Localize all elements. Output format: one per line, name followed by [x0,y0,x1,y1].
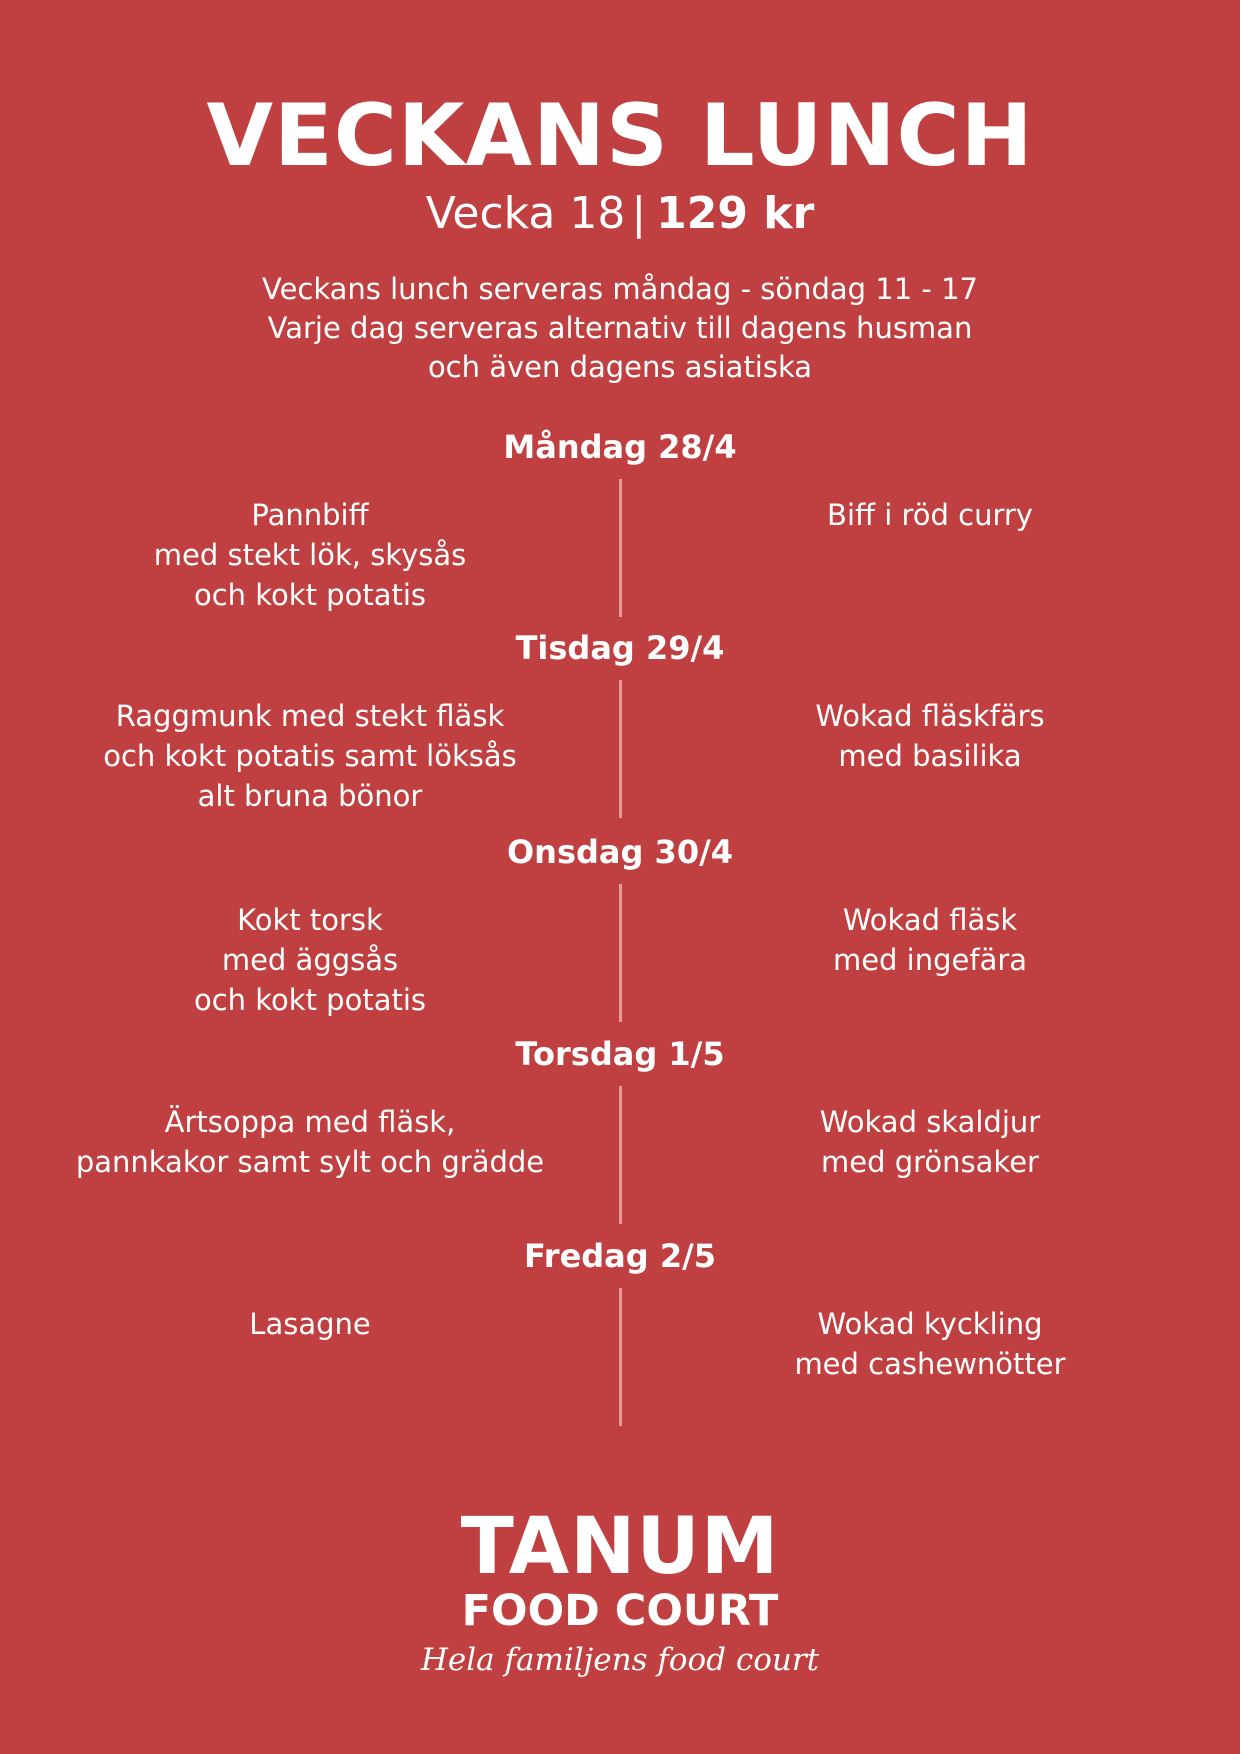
day-title: Onsdag 30/4 [506,833,734,871]
asian-dish: Wokad fläskfärs med basilika [815,699,1045,773]
column-divider [619,884,622,1022]
intro-text [0,270,1240,387]
week-price-line [0,184,1240,244]
logo-tagline: Hela familjens food court [420,1642,820,1678]
day-title: Torsdag 1/5 [515,1035,725,1073]
column-divider [619,1288,622,1426]
page-title: VECKANS LUNCH [206,86,1034,186]
intro-line: Veckans lunch serveras måndag - söndag 11 - 17 [261,272,979,306]
column-divider [619,680,622,818]
logo-name: TANUM [460,1502,780,1592]
asian-dish: Biff i röd curry [827,498,1033,532]
menu-header [0,88,1240,244]
asian-dish: Wokad fläsk med ingefära [832,903,1028,977]
tanum-food-court-logo [0,1502,1240,1682]
intro-line: och även dagens asiatiska [427,350,813,384]
husman-dish: Raggmunk med stekt fläsk och kokt potatis samt löksås alt bruna bönor [103,699,517,813]
asian-dish: Wokad kyckling med cashewnötter [794,1307,1066,1381]
day-title: Fredag 2/5 [523,1237,717,1275]
intro-line: Varje dag serveras alternativ till dagens husman [267,311,973,345]
day-title: Måndag 28/4 [503,428,737,466]
week-label: Vecka 18 [425,188,626,239]
separator: | [631,188,647,239]
day-title: Tisdag 29/4 [515,629,725,667]
husman-dish: Kokt torsk med äggsås och kokt potatis [194,903,426,1017]
asian-dish: Wokad skaldjur med grönsaker [819,1105,1041,1179]
logo-subtitle: FOOD COURT [461,1586,779,1636]
husman-dish: Ärtsoppa med fläsk, pannkakor samt sylt och grädde [75,1105,545,1179]
husman-dish: Lasagne [249,1307,371,1341]
column-divider [619,479,622,617]
column-divider [619,1086,622,1224]
price-label: 129 kr [656,188,815,239]
husman-dish: Pannbiff med stekt lök, skysås och kokt potatis [153,498,467,612]
